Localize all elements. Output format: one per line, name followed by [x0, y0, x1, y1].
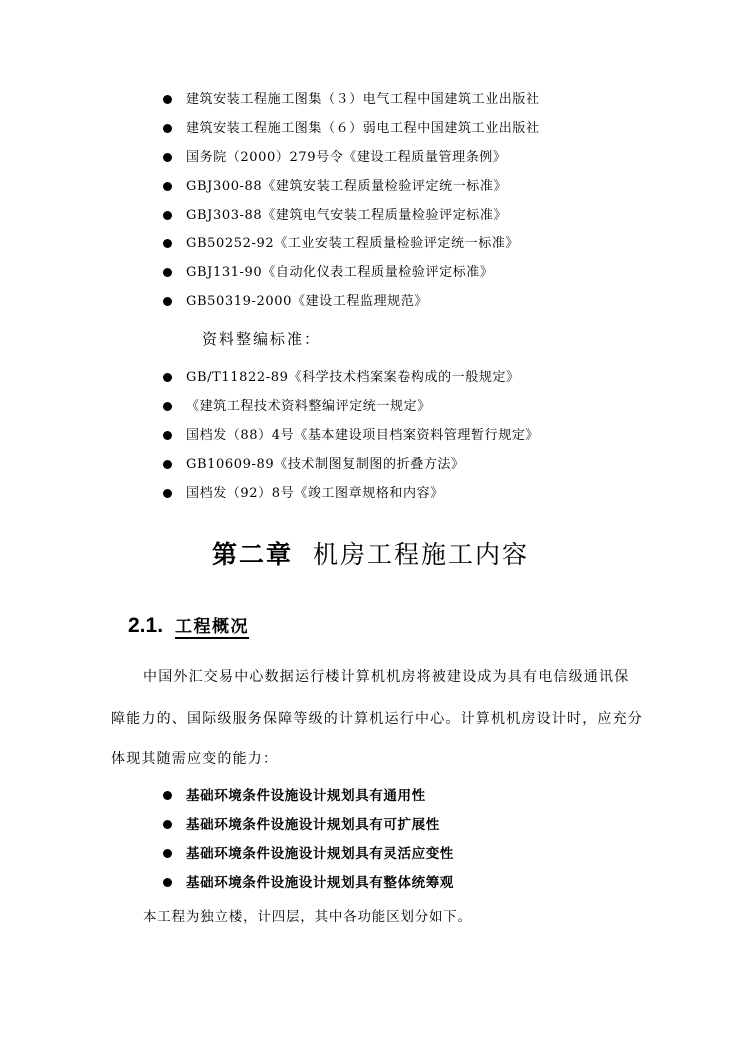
bullet-icon	[163, 431, 172, 440]
bullet-icon	[163, 153, 172, 162]
list-item-text: 建筑安装工程施工图集（６）弱电工程中国建筑工业出版社	[186, 121, 540, 136]
overview-line-3: 体现其随需应变的能力：	[111, 751, 279, 767]
overview-line-2: 障能力的、国际级服务保障等级的计算机运行中心。计算机机房设计时，应充分	[111, 711, 643, 727]
list-item-text: 《建筑工程技术资料整编评定统一规定》	[186, 399, 431, 414]
overview-line-1: 中国外汇交易中心数据运行楼计算机机房将被建设成为具有电信级通讯保	[143, 669, 630, 685]
section-heading	[128, 612, 249, 640]
chapter-title	[212, 537, 529, 573]
bullet-icon	[163, 820, 172, 829]
section-title: 工程概况	[175, 617, 250, 637]
list-item-text: 国档发（92）8号《竣工图章规格和内容》	[186, 486, 444, 501]
bullet-icon	[163, 95, 172, 104]
bullet-icon	[163, 373, 172, 382]
bullet-icon	[163, 268, 172, 277]
closing-line: 本工程为独立楼，计四层，其中各功能区划分如下。	[143, 909, 472, 925]
bullet-icon	[163, 297, 172, 306]
list-item-text: GBJ300-88《建筑安装工程质量检验评定统一标准》	[186, 179, 508, 194]
bullet-icon	[163, 124, 172, 133]
archive-standards-heading: 资料整编标准：	[202, 330, 322, 348]
bullet-icon	[163, 460, 172, 469]
bullet-icon	[163, 182, 172, 191]
bullet-icon	[163, 239, 172, 248]
list-item-text: 基础环境条件设施设计规划具有灵活应变性	[186, 846, 454, 862]
bullet-icon	[163, 402, 172, 411]
bullet-icon	[163, 849, 172, 858]
bullet-icon	[163, 211, 172, 220]
list-item-text: 基础环境条件设施设计规划具有可扩展性	[186, 817, 440, 833]
list-item-text: GB50252-92《工业安装工程质量检验评定统一标准》	[186, 236, 520, 251]
list-item-text: 国务院（2000）279号令《建设工程质量管理条例》	[186, 150, 507, 165]
bullet-icon	[163, 878, 172, 887]
list-item-text: 建筑安装工程施工图集（３）电气工程中国建筑工业出版社	[186, 92, 540, 107]
bullet-icon	[163, 489, 172, 498]
chapter-number: 第二章	[212, 540, 294, 569]
list-item-text: GBJ131-90《自动化仪表工程质量检验评定标准》	[186, 265, 494, 280]
section-number: 2.1.	[128, 614, 164, 637]
chapter-title-text: 机房工程施工内容	[313, 540, 530, 569]
list-item-text: GB10609-89《技术制图复制图的折叠方法》	[186, 457, 465, 472]
list-item-text: GBJ303-88《建筑电气安装工程质量检验评定标准》	[186, 208, 508, 223]
list-item-text: 基础环境条件设施设计规划具有整体统筹观	[186, 875, 454, 891]
list-item-text: 基础环境条件设施设计规划具有通用性	[186, 788, 426, 804]
bullet-icon	[163, 791, 172, 800]
list-item-text: GB/T11822-89《科学技术档案案卷构成的一般规定》	[186, 370, 520, 385]
list-item-text: 国档发（88）4号《基本建设项目档案资料管理暂行规定》	[186, 428, 540, 443]
list-item-text: GB50319-2000《建设工程监理规范》	[186, 294, 428, 309]
